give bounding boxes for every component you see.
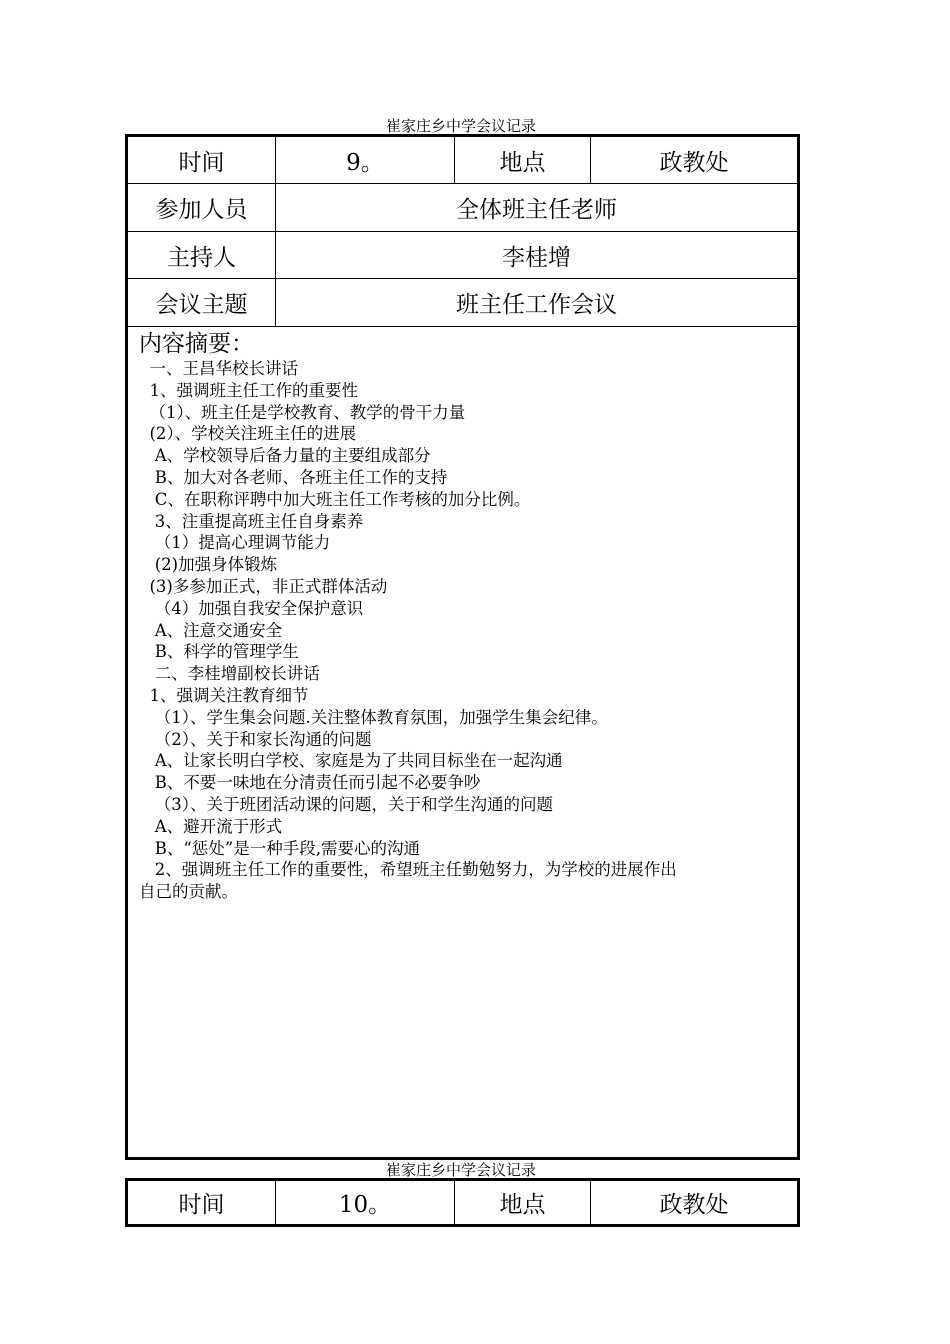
content-line: B、科学的管理学生 [139, 642, 299, 662]
content-line: (2)加强身体锻炼 [139, 555, 278, 575]
host-value: 李桂增 [276, 232, 799, 279]
record-caption: 崔家庄乡中学会议记录 [385, 117, 536, 135]
content-line: （4）加强自我安全保护意识 [139, 598, 364, 618]
time-label-2: 时间 [127, 1180, 276, 1226]
content-line: A、注意交通安全 [139, 620, 283, 640]
content-title: 内容摘要： [139, 331, 254, 357]
content-summary-cell [127, 327, 799, 1159]
content-line: A、避开流于形式 [139, 816, 283, 836]
place-label-2: 地点 [455, 1180, 591, 1226]
host-label: 主持人 [127, 232, 276, 279]
record-caption-2: 崔家庄乡中学会议记录 [385, 1161, 536, 1179]
content-line: 二、李桂增副校长讲话 [139, 664, 320, 684]
content-line: （1）提高心理调节能力 [139, 533, 331, 553]
content-line: 一、王昌华校长讲话 [139, 359, 298, 378]
time-value-2: 10。 [276, 1180, 455, 1226]
topic-value: 班主任工作会议 [276, 279, 799, 327]
place-label: 地点 [455, 136, 591, 184]
content-line: B、加大对各老师、各班主任工作的支持 [139, 467, 448, 487]
content-line: 自己的贡献。 [139, 882, 238, 902]
content-line: （1）、班主任是学校教育、教学的骨干力量 [139, 402, 466, 422]
content-line: B、不要一味地在分清责任而引起不必要争吵 [139, 773, 481, 793]
content-line: A、学校领导后备力量的主要组成部分 [139, 446, 431, 466]
meeting-record-table [125, 134, 800, 1160]
content-line: 3、注重提高班主任自身素养 [139, 511, 364, 531]
attendees-label: 参加人员 [127, 184, 276, 232]
topic-label: 会议主题 [127, 279, 276, 327]
content-line: (2）、学校关注班主任的进展 [139, 424, 357, 444]
content-line: (3)多参加正式，非正式群体活动 [139, 576, 388, 596]
content-line: 1、强调班主任工作的重要性 [139, 380, 358, 400]
content-line: B、“惩处”是一种手段,需要心的沟通 [139, 838, 420, 858]
content-lines [139, 358, 789, 903]
content-line: （3）、关于班团活动课的问题，关于和学生沟通的问题 [139, 794, 553, 814]
content-line: C、在职称评聘中加大班主任工作考核的加分比例。 [139, 489, 531, 509]
place-value: 政教处 [591, 136, 799, 184]
content-line: （2）、关于和家长沟通的问题 [139, 729, 372, 749]
content-line: （1）、学生集会问题.关注整体教育氛围，加强学生集会纪律。 [139, 707, 608, 727]
time-label: 时间 [127, 136, 276, 184]
content-line: 1、强调关注教育细节 [139, 685, 309, 705]
content-line: A、让家长明白学校、家庭是为了共同目标坐在一起沟通 [139, 751, 563, 771]
time-value: 9。 [276, 136, 455, 184]
attendees-value: 全体班主任老师 [276, 184, 799, 232]
place-value-2: 政教处 [591, 1180, 799, 1226]
content-line: 2、强调班主任工作的重要性，希望班主任勤勉努力，为学校的进展作出 [139, 860, 677, 880]
meeting-record-table-2 [125, 1178, 800, 1227]
